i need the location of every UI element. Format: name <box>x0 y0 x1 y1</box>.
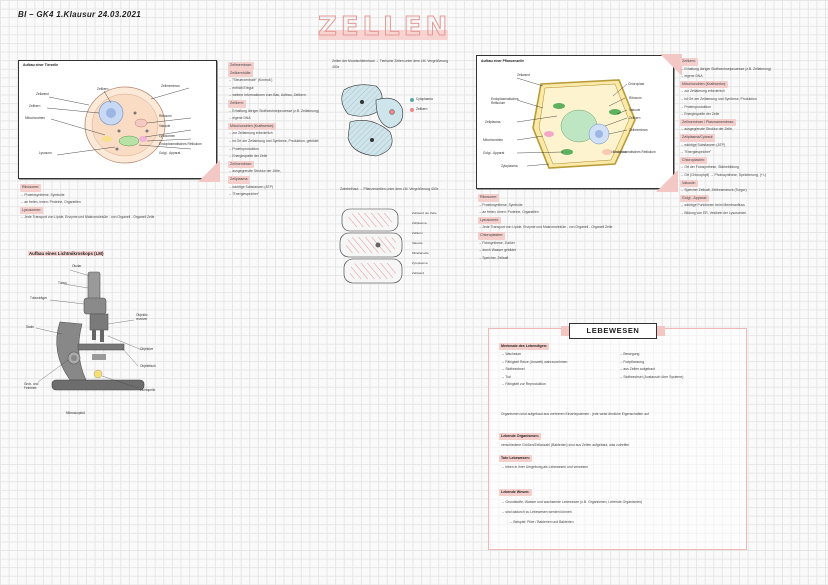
page-title <box>318 12 452 44</box>
onion-legend-1: Zellplasma <box>412 221 427 225</box>
plant-note-7: → durch Wasser gebildet <box>478 248 516 253</box>
lbl-mic-8: Lichtquelle <box>140 388 156 392</box>
mid-note-13: Zellmembran: <box>228 161 254 169</box>
right-note-5: → ist Ort der Zellatmung und Synthese, Produktion <box>680 96 757 101</box>
plant-note-1: → Proteinsynthese, Symbolie <box>478 202 523 207</box>
mid-note-7: → eigene DNA <box>228 116 251 121</box>
mid-note-0: Zellmembran: <box>228 62 254 70</box>
epithelium-caption: Zellen der Mundschleimhaut → Tierische Zellen unter dem LM. Vergrößerung 400x <box>332 59 449 69</box>
lbl-mic-3: Stativ <box>26 325 34 329</box>
lbl-mic-1: Tubus <box>58 281 67 285</box>
einzeller-head: Lebende Organismen: <box>501 434 539 438</box>
lbl-animal-l2: Mitochondrien <box>25 116 46 120</box>
mid-note-3: → enthält Erbgut <box>228 85 254 90</box>
lbl-mic-9: Mikroskopfuß <box>66 411 86 415</box>
plant-note-5: Chloroplasten: <box>478 232 505 240</box>
lbl-animal-r4: Golgi - Apparat <box>159 151 181 155</box>
lbl-plant-r4: Zellmembran <box>629 128 648 132</box>
lbl-mic-5: Objektiv-revolver <box>136 313 149 321</box>
plant-note-8: → Speicher, Zellsaft <box>478 255 509 260</box>
merkmal-r2: aus Zellen aufgebaut <box>623 367 656 372</box>
mid-note-16: → wichtige Substanzen (ATP) <box>228 184 273 189</box>
onion-diagram <box>338 205 418 290</box>
right-note-19: → wichtige Funktionen beim Membranfluss <box>680 203 745 208</box>
animal-cell-diagram <box>19 61 216 178</box>
lbl-mic-6: Objektive <box>140 347 154 351</box>
right-note-20: → Bildung von ER, Vesikeln der Lysosomen <box>680 210 747 215</box>
right-note-2: → eigene DNA <box>680 74 703 79</box>
animal-note-1: → Proteinsynthese, Symbolie <box>20 192 65 197</box>
mid-notes <box>228 62 319 199</box>
lbl-plant-l5: Zytoplasma <box>501 164 518 168</box>
mehrzeller-line-b: → sind dadurch zu Lebewesen werden können <box>501 510 572 514</box>
lbl-plant-l1: Endoplasmatisches Retikulum <box>491 97 519 105</box>
onion-legend-2: Zellkern <box>412 231 423 235</box>
plant-cell-title: Aufbau einer Pflanzenzelle <box>481 59 524 63</box>
animal-note-4: → Jede Transport von Lipide, Enzyme und Makromoleküle - von Organell - Organell Zelle <box>20 215 155 220</box>
merkmal-r3: Stoffwechsel (Austausch über Systeme) <box>623 374 684 379</box>
right-note-9: → ausgegrenzte Struktur der Zelle, <box>680 127 733 132</box>
animal-note-2: → an freien, innen: Proteine, Organellen <box>20 200 81 205</box>
header-line: BI – GK4 1.Klausur 24.03.2021 <box>18 10 141 19</box>
merkmal-l0: Wachstum <box>505 352 522 356</box>
plant-note-6: → Fotosynthese, Zucker <box>478 240 515 245</box>
right-note-11: → wichtige Substanzen (ATP) <box>680 142 725 147</box>
lbl-plant-r5: Endoplasmatisches Retikulum <box>613 150 656 154</box>
lbl-mic-7: Objekttisch <box>140 364 156 368</box>
right-note-4: → zur Zellatmung erforderlich <box>680 89 725 94</box>
plant-note-2: → an freien, innen: Proteine, Organellen <box>478 210 539 215</box>
right-note-1: → Erhaltung übriger Stoffwechselprozesse (z.B. Zellatmung) <box>680 66 771 71</box>
lbl-plant-l0: Zellwand <box>517 73 530 77</box>
mid-note-6: → Erhaltung übriger Stoffwechselprozesse (z.B. Zellatmung) <box>228 108 319 113</box>
right-note-14: → Ort der Fotosynthese, Stärkebildung <box>680 165 739 170</box>
einzeller-text: verschiedene Größen/Zellanzahl (Bakterien) sind aus Zellen aufgebaut, was zutreffen <box>501 443 630 447</box>
animal-cell-card <box>18 60 217 179</box>
mehrzeller-text: → Grundstoffe, Wasser und wachsende Lebewesen (z.B. Organismen, Lebende Organismen) <box>501 500 643 504</box>
lbl-mic-4: Grob- und Feintrieb <box>24 382 39 390</box>
onion-caption: Zwiebelhaut → Pflanzenzellen unter dem LM. Vergrößerung 400x <box>340 187 439 191</box>
mid-note-11: → Proteinproduktion <box>228 146 259 151</box>
onion-legend-0: Zellwand der Zelle <box>412 211 437 215</box>
mid-note-10: → ist Ort der Zellatmung und Synthese, Produktion, gebildet <box>228 138 319 143</box>
merkmale-head: Merkmale des Lebendigen: <box>501 344 548 348</box>
lbl-mic-0: Okular <box>72 264 82 268</box>
epithelium-diagram <box>336 80 436 165</box>
viren-head: Tote Lebewesen: <box>501 456 530 460</box>
plant-note-4: → Jede Transport von Lipide, Enzyme und Makromoleküle - von Organell - Organell Zelle <box>478 225 613 230</box>
mid-note-17: → "Energiespeicher" <box>228 192 260 197</box>
lebewesen-section <box>488 328 747 550</box>
right-note-0: Zellkern: <box>680 58 698 66</box>
right-note-6: → Proteinproduktion <box>680 104 711 109</box>
right-note-8: Zellmembran / Plasmamembran: <box>680 119 736 127</box>
merkmal-l2: Stoffwechsel <box>505 367 525 372</box>
onion-legend-3: Vakuole <box>412 241 423 245</box>
mid-note-12: → Energiequelle der Zelle <box>228 154 268 159</box>
viren-text: → leben in ihrer Umgebung als Lebewesen und verwesen <box>501 465 589 469</box>
epithelium-legend-1: Zellkern <box>416 107 428 111</box>
lbl-animal-l0: Zellwand <box>36 92 49 96</box>
lbl-animal-r3: Endoplasmatisches Retikulum <box>159 142 202 146</box>
plant-note-0: Ribosome: <box>478 194 499 202</box>
mid-note-15: Zellplasma: <box>228 176 250 184</box>
onion-legend-5: Zytoplasma <box>412 261 428 265</box>
lbl-animal-t1: Zellmembran <box>161 84 180 88</box>
merkmal-r1: Fortpflanzung <box>623 359 645 364</box>
merkmale-right: → Bewegung → Fortpflanzung → aus Zellen aufgebaut → Stoffwechsel (Austausch über Systeme) <box>619 352 684 379</box>
mid-note-1: Zellkernhülle: <box>228 70 253 78</box>
plant-cell-diagram <box>477 56 673 188</box>
lbl-animal-l1: Zellkern <box>29 104 41 108</box>
plant-cell-card <box>476 55 674 189</box>
right-note-17: → Speicher Zellsaft, Zellinnendruck (Turgor) <box>680 188 747 193</box>
onion-legend <box>412 208 437 278</box>
lbl-animal-l3: Lysosom <box>39 151 52 155</box>
right-note-13: Chloroplasten: <box>680 157 707 165</box>
right-note-7: → Energiequelle der Zelle <box>680 112 720 117</box>
mid-note-14: → ausgegrenzte Struktur der Zelle, <box>228 169 281 174</box>
mehrzeller-head: Lebende Wesen: <box>501 490 530 494</box>
right-note-15: → Ort (Chlorophyll) → Photosynthese, Speicherung, (+/-) <box>680 172 767 177</box>
right-note-10: Zellplasma/Cytosol: <box>680 134 715 142</box>
lbl-plant-l2: Zellplasma <box>485 120 501 124</box>
merkmal-l4: Fähigkeit zur Reproduktion <box>505 382 546 387</box>
onion-legend-4: Mittellamelle <box>412 251 429 255</box>
lbl-mic-2: Tubusträger <box>30 296 48 300</box>
lbl-animal-t0: Zellkern <box>97 87 109 91</box>
mid-note-8: Mitochondrien (Kraftwerke): <box>228 123 276 131</box>
lbl-plant-r1: Ribosom <box>629 96 642 100</box>
onion-legend-6: Zellwand <box>412 271 425 275</box>
plant-note-3: Lysosomen: <box>478 217 501 225</box>
animal-note-3: Lysosomen: <box>20 207 43 215</box>
lbl-animal-r0: Ribosom <box>159 114 172 118</box>
lbl-plant-l3: Mitochondrien <box>483 138 504 142</box>
mid-note-2: → "Steuerzentrale" (Kontroll.) <box>228 78 273 83</box>
merkmal-l3: Tod <box>505 374 511 379</box>
lebewesen-title: LEBEWESEN <box>569 323 657 339</box>
lbl-plant-r3: Zellkern <box>629 116 641 120</box>
lbl-animal-r1: Vakuole <box>159 124 171 128</box>
lbl-plant-l4: Golgi - Apparat <box>483 151 505 155</box>
animal-notes <box>20 184 154 222</box>
mid-note-9: → zur Zellatmung erforderlich <box>228 131 273 136</box>
lbl-animal-r2: Lysosomen <box>159 134 176 138</box>
organismen-line: Organismen sind aufgebaut aus mehreren Einzelsystemen - jede weist ähnliche Eigenschaften auf <box>501 412 649 416</box>
microscope-diagram <box>30 262 180 412</box>
merkmal-l1: Fähigkeit Reize (Umwelt) wahrzunehmen <box>505 359 568 364</box>
lbl-plant-r2: Vakuole <box>629 108 641 112</box>
animal-cell-title: Aufbau einer Tierzelle <box>23 63 59 67</box>
mehrzeller-line-c: → Beispiel: Pilze / Bakterien und Bakterien <box>509 520 574 524</box>
mid-note-5: Zellkern: <box>228 100 246 108</box>
right-note-18: Golgi - Apparat: <box>680 195 709 203</box>
right-note-16: Vakuole: <box>680 180 698 188</box>
mid-note-4: → weitere Informationen zum Bau, Aufbau, Zellkern <box>228 93 306 98</box>
right-note-12: → "Energiespeicher" <box>680 150 712 155</box>
right-note-3: Mitochondrien (Kraftwerke): <box>680 81 728 89</box>
right-notes <box>680 58 771 217</box>
lbl-plant-r0: Chloroplast <box>628 82 645 86</box>
merkmale-left: → Wachstum → Fähigkeit Reize (Umwelt) wahrzunehmen → Stoffwechsel → Tod → Fähigkeit zur Reproduktion <box>501 352 568 387</box>
animal-note-0: Ribosome: <box>20 184 41 192</box>
microscope-title: Aufbau eines Lichtmikroskops (LM) <box>29 251 104 256</box>
title-text: ZELLEN <box>318 12 452 42</box>
epithelium-legend-0: Cytoplasma <box>416 97 433 101</box>
merkmal-r0: Bewegung <box>623 352 640 356</box>
plant-notes <box>478 194 612 262</box>
